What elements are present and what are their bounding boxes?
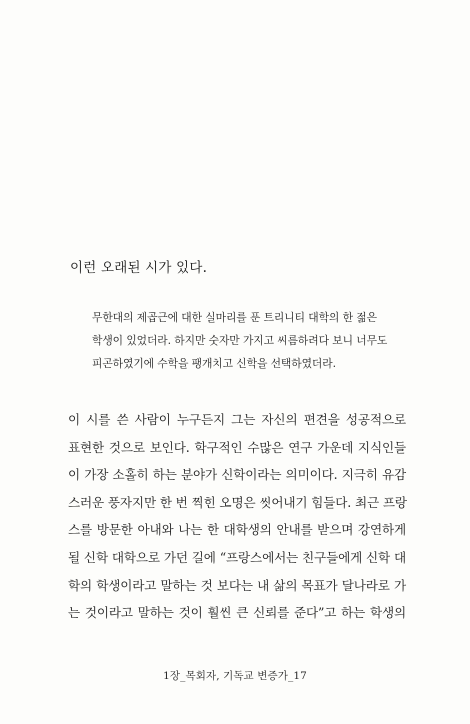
paragraph-line: 표현한 것으로 보인다. 학구적인 수많은 연구 가운데 지식인들 [68, 439, 406, 455]
paragraph-line: 이 시를 쓴 사람이 누구든지 그는 자신의 편견을 성공적으로 [68, 412, 406, 427]
paragraph-line: 이 가장 소홀히 하는 분야가 신학이라는 의미이다. 지극히 유감 [68, 467, 406, 483]
paragraph-line: 스러운 풍자지만 한 번 찍힌 오명은 씻어내기 힘들다. 최근 프랑 [68, 494, 407, 510]
paragraph-line: 될 신학 대학으로 가던 길에 “프랑스에서는 친구들에게 신학 대 [68, 549, 406, 565]
verse-quote [92, 306, 407, 375]
body-paragraph [68, 406, 406, 627]
verse-line: 학생이 있었더라. 하지만 숫자만 가지고 씨름하려다 보니 너무도 [92, 334, 388, 347]
verse-line: 피곤하였기에 수학을 팽개치고 신학을 선택하였더라. [92, 357, 336, 370]
verse-line: 무한대의 제곱근에 대한 실마리를 푼 트리니티 대학의 한 젊은 [92, 311, 377, 324]
paragraph-line: 학의 학생이라고 말하는 것 보다는 내 삶의 목표가 달나라로 가 [68, 577, 406, 593]
page-footer: 1장_목회자, 기독교 변증가_17 [163, 670, 307, 682]
paragraph-line: 는 것이라고 말하는 것이 훨씬 큰 신뢰를 준다”고 하는 학생의 [68, 605, 406, 621]
paragraph-line: 스를 방문한 아내와 나는 한 대학생의 안내를 받으며 강연하게 [68, 522, 406, 538]
intro-line: 이런 오래된 시가 있다. [70, 260, 208, 276]
